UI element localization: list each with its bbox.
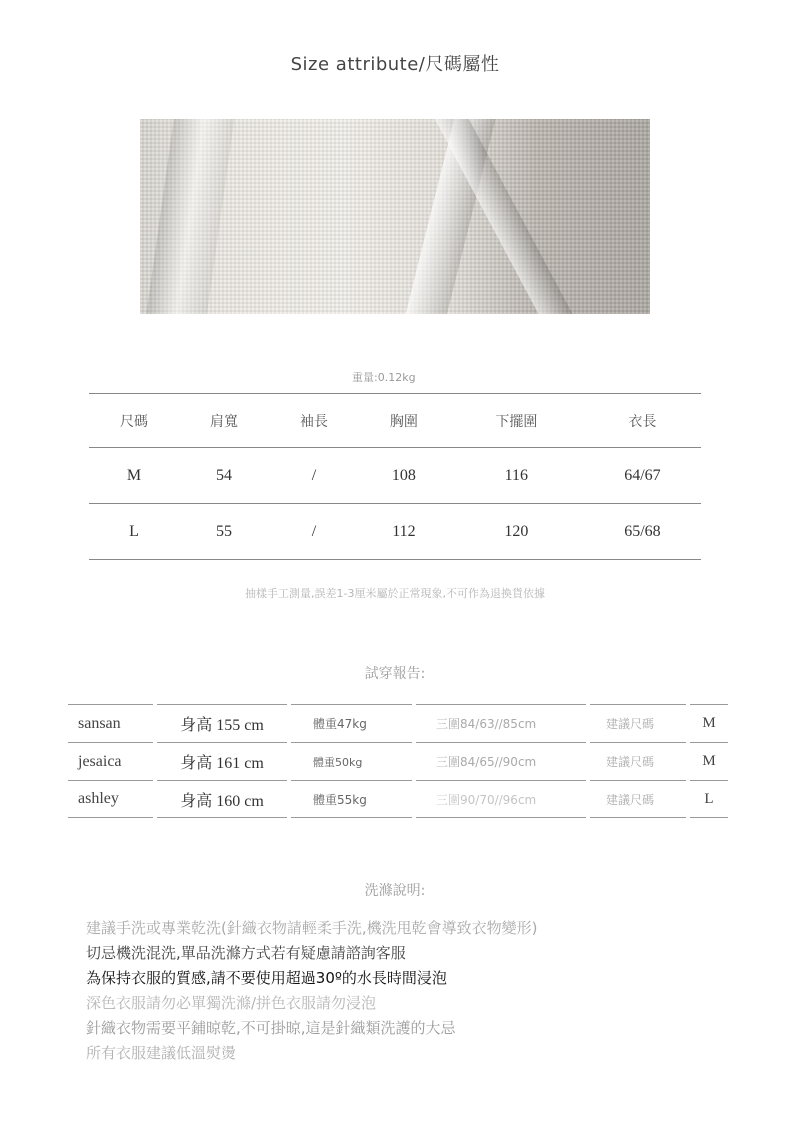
header-size: 尺碼: [89, 394, 179, 448]
header-chest: 胸圍: [359, 394, 449, 448]
fit-report-table: [64, 704, 732, 818]
table-row: [89, 448, 701, 504]
cell-length: 65/68: [584, 504, 701, 560]
cell-chest: 112: [359, 504, 449, 560]
suggested-size: L: [690, 780, 728, 818]
fabric-closeup-photo: [140, 119, 650, 314]
weight-label: 重量:0.12kg: [352, 371, 416, 384]
care-line: 所有衣服建議低溫熨燙: [86, 1044, 237, 1062]
care-line: 針織衣物需要平鋪晾乾,不可掛晾,這是針織類洗護的大忌: [86, 1019, 456, 1037]
model-name: jesaica: [68, 742, 153, 780]
care-line: 建議手洗或專業乾洗(針織衣物請輕柔手洗,機洗甩乾會導致衣物變形): [86, 919, 538, 937]
size-table-header-row: [89, 394, 701, 448]
table-row: [68, 780, 728, 818]
model-height: 身高 160 cm: [157, 780, 287, 818]
header-shoulder: 肩寬: [179, 394, 269, 448]
model-height: 身高 155 cm: [157, 704, 287, 742]
suggested-size: M: [690, 742, 728, 780]
table-row: [68, 704, 728, 742]
care-instructions: [86, 916, 537, 1066]
cell-chest: 108: [359, 448, 449, 504]
page-title: Size attribute/尺碼屬性: [290, 54, 500, 75]
fit-report-title: 試穿報告:: [364, 666, 426, 682]
suggested-size-label: 建議尺碼: [590, 780, 686, 818]
model-height: 身高 161 cm: [157, 742, 287, 780]
table-row: [68, 742, 728, 780]
care-line: 切忌機洗混洗,單品洗滌方式若有疑慮請諮詢客服: [86, 944, 406, 962]
header-sleeve: 袖長: [269, 394, 359, 448]
care-title: 洗滌說明:: [364, 883, 426, 899]
cell-size: M: [89, 448, 179, 504]
model-name: sansan: [68, 704, 153, 742]
model-weight: 體重50kg: [291, 742, 412, 780]
size-table: [89, 393, 701, 560]
model-measurements: 三圍84/65//90cm: [416, 742, 586, 780]
cell-size: L: [89, 504, 179, 560]
cell-length: 64/67: [584, 448, 701, 504]
model-name: ashley: [68, 780, 153, 818]
table-row: [89, 504, 701, 560]
cell-hem: 120: [449, 504, 584, 560]
care-line: 深色衣服請勿必單獨洗滌/拼色衣服請勿浸泡: [86, 994, 377, 1012]
cell-shoulder: 54: [179, 448, 269, 504]
cell-shoulder: 55: [179, 504, 269, 560]
suggested-size-label: 建議尺碼: [590, 742, 686, 780]
cell-sleeve: /: [269, 504, 359, 560]
fabric-fold: [144, 119, 237, 314]
suggested-size: M: [690, 704, 728, 742]
suggested-size-label: 建議尺碼: [590, 704, 686, 742]
cell-sleeve: /: [269, 448, 359, 504]
model-weight: 體重55kg: [291, 780, 412, 818]
header-length: 衣長: [584, 394, 701, 448]
model-measurements: 三圍90/70//96cm: [416, 780, 586, 818]
care-line: 為保持衣服的質感,請不要使用超過30º的水長時間浸泡: [86, 969, 447, 987]
header-hem: 下擺圍: [449, 394, 584, 448]
model-weight: 體重47kg: [291, 704, 412, 742]
model-measurements: 三圍84/63//85cm: [416, 704, 586, 742]
cell-hem: 116: [449, 448, 584, 504]
measurement-note: 抽樣手工測量,誤差1-3厘米屬於正常現象,不可作為退換貨依據: [245, 587, 545, 600]
